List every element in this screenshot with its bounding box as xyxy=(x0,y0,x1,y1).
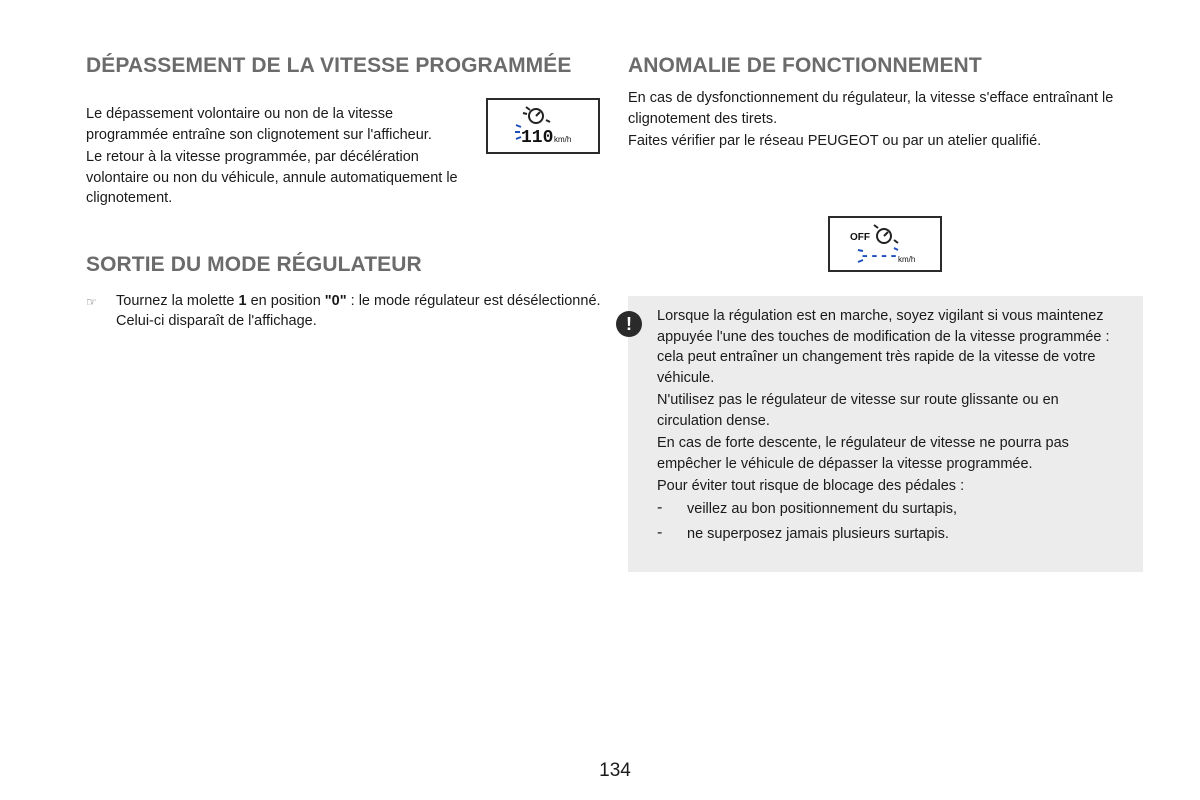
speed-unit: km/h xyxy=(554,135,572,144)
heading-exit-cruise-mode: SORTIE DU MODE RÉGULATEUR xyxy=(86,252,422,276)
warning-paragraph-1: Lorsque la régulation est en marche, soyez vigilant si vous maintenez appuyée l'une des touches de modification de la vitesse programmée : cela peut entraîner un changement très rapide de la vitesse de votre véhicule. xyxy=(657,308,1110,386)
paragraph-speed-exceeded-2: Le retour à la vitesse programmée, par décélération volontaire ou non du véhicule, annule automatiquement le clignotement. xyxy=(86,149,458,206)
speedometer-icon xyxy=(523,107,550,123)
instruction-item xyxy=(86,291,606,332)
speedometer-icon xyxy=(874,225,898,243)
heading-malfunction: ANOMALIE DE FONCTIONNEMENT xyxy=(628,54,982,77)
list-item: - veillez au bon positionnement du surtapis, xyxy=(657,498,958,517)
warning-paragraph-4: Pour éviter tout risque de blocage des pédales : xyxy=(657,478,965,494)
speed-display-illustration xyxy=(486,98,600,154)
left-column xyxy=(86,52,606,332)
pointing-hand-icon: ☞ xyxy=(86,294,97,309)
warning-paragraph-2: N'utilisez pas le régulateur de vitesse sur route glissante ou en circulation dense. xyxy=(657,392,1059,429)
exclamation-icon: ! xyxy=(616,311,642,337)
right-column xyxy=(628,52,1144,265)
paragraph-malfunction-2: Faites vérifier par le réseau PEUGEOT ou par un atelier qualifié. xyxy=(628,133,1042,149)
off-unit: km/h xyxy=(898,255,916,264)
paragraph-malfunction-1: En cas de dysfonctionnement du régulateur, la vitesse s'efface entraînant le clignotement des tirets. xyxy=(628,90,1114,127)
list-item: - ne superposez jamais plusieurs surtapis. xyxy=(657,524,949,542)
dash-digits: ---- xyxy=(860,247,899,265)
paragraph-speed-exceeded-1: Le dépassement volontaire ou non de la vitesse programmée entraîne son clignotement sur l'afficheur. xyxy=(86,106,432,143)
warning-text xyxy=(657,306,1127,547)
speed-digits: 110 xyxy=(521,128,554,148)
instruction-text: Tournez la molette 1 en position "0" : le mode régulateur est désélectionné. Celui-ci disparaît de l'affichage. xyxy=(116,292,601,329)
off-display-illustration xyxy=(828,216,942,272)
page-number: 134 xyxy=(599,760,631,781)
heading-speed-exceeded: DÉPASSEMENT DE LA VITESSE PROGRAMMÉE xyxy=(86,54,572,77)
off-label: OFF xyxy=(850,232,870,243)
warning-paragraph-3: En cas de forte descente, le régulateur de vitesse ne pourra pas empêcher le véhicule de dépasser la vitesse programmée. xyxy=(657,435,1069,472)
